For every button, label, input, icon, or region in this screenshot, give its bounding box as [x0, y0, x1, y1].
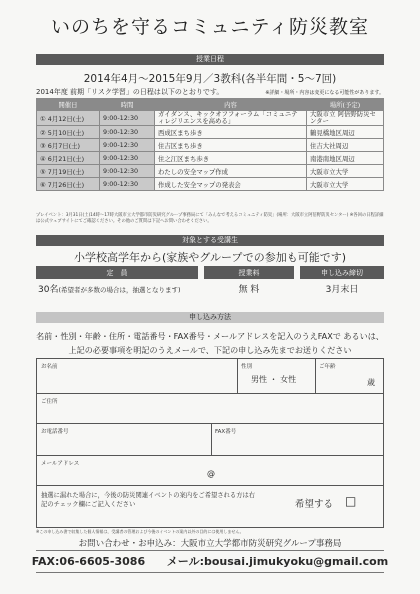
- table-cell: ④ 6月21日(土): [37, 152, 100, 165]
- table-cell: ⑥ 7月26日(土): [37, 178, 100, 191]
- conditions-value-row: [36, 279, 384, 298]
- table-cell: 南港南地区周辺: [307, 152, 384, 165]
- table-cell: 9:00-12:30: [100, 152, 155, 165]
- email-row[interactable]: [37, 455, 383, 485]
- period-text: 2014年4月～2015年9月／3教科(各半年間・5～7回): [83, 73, 337, 85]
- application-form: [36, 358, 384, 528]
- table-cell: ① 4月12日(土): [37, 111, 100, 126]
- section-header-apply: 申し込み方法: [36, 312, 384, 323]
- contact-email[interactable]: メール:bousai.jimukyoku@gmail.com: [166, 555, 389, 568]
- lottery-row: [37, 485, 383, 529]
- table-cell: ② 5月10日(土): [37, 126, 100, 139]
- table-cell: 西成区まち歩き: [155, 126, 307, 139]
- apply-instruction: 名前・性別・年齢・住所・電話番号・FAX番号・メールアドレスを記入のうえFAXで あるいは、上記の必要事項を明記のうえメールで、下記の申し込み先までお送りください: [36, 331, 384, 355]
- table-row: [37, 111, 384, 126]
- page-title: いのちを守るコミュニティ防災教室: [50, 16, 370, 38]
- capacity-cell: [36, 279, 198, 298]
- table-cell: 9:00-12:30: [100, 139, 155, 152]
- wish-checkbox[interactable]: □: [345, 494, 357, 508]
- divider: [36, 550, 384, 551]
- schedule-header-row: [37, 99, 384, 111]
- table-cell: 大阪市立 阿倍野防災センター: [307, 111, 384, 126]
- schedule-note: [36, 87, 384, 97]
- contact-details: [0, 553, 420, 569]
- age-label: ご年齢: [319, 364, 336, 370]
- schedule-header: 内容: [155, 99, 307, 111]
- contact-line: お問い合わせ・お申込み：大阪市立大学都市防災研究グループ事務局: [78, 539, 342, 549]
- table-cell: 鶴見橋地区周辺: [307, 126, 384, 139]
- table-row: [37, 178, 384, 191]
- deadline-value: 3月末日: [325, 285, 359, 295]
- table-cell: ガイダンス、キックオフフォーラム「コミュニティレジリエンスを高める」: [155, 111, 307, 126]
- section-header-schedule: 授業日程: [36, 54, 384, 65]
- gender-label[interactable]: 性別: [241, 364, 253, 370]
- contact-fax: FAX:06-6605-3086: [31, 555, 146, 568]
- table-cell: 大阪市立大学: [307, 165, 384, 178]
- table-row: [37, 126, 384, 139]
- address-row[interactable]: [37, 393, 383, 423]
- table-cell: 9:00-12:30: [100, 126, 155, 139]
- fee-value: 無 料: [238, 285, 260, 295]
- table-cell: 作成した安全マップの発表会: [155, 178, 307, 191]
- capacity-note: (希望者が多数の場合は，抽選となります): [58, 286, 181, 294]
- form-divider: [237, 359, 238, 393]
- form-divider: [315, 359, 316, 393]
- fineprint: プレイベント：3月31日(土)14時～17時大阪市立大学都市防災研究グループ事務局にて「みんなで考えるコミュニティ防災」(場所：大阪市立阿倍野防災センター) ※各回の日程詳細は公式ウェブサイトにてご確認ください。その他のご質問は下記へお問い合わせください。: [36, 213, 384, 224]
- form-divider: [211, 424, 212, 456]
- divider: [36, 572, 384, 573]
- schedule-note-text: 2014年度 前期「リスク学習」の日程は以下のとおりです。: [36, 88, 224, 96]
- address-label: ご住所: [41, 399, 58, 405]
- table-cell: 大阪市立大学: [307, 178, 384, 191]
- table-cell: 9:00-12:30: [100, 111, 155, 126]
- table-cell: ③ 6月7日(土): [37, 139, 100, 152]
- footnote: ※この申し込み書で収集した個人情報は，受講者の管理および今後のイベントの案内以外の目的には使用しません。: [36, 529, 244, 534]
- phone-row: [37, 423, 383, 455]
- table-row: [37, 165, 384, 178]
- table-cell: わたしの安全マップ作成: [155, 165, 307, 178]
- table-row: [37, 139, 384, 152]
- table-cell: 住吉大社周辺: [307, 139, 384, 152]
- schedule-note-right: ※詳細・場所・内容は変更になる可能性があります。: [265, 90, 384, 96]
- wish-label: 希望する: [295, 499, 334, 510]
- conditions-header-row: [36, 266, 384, 279]
- table-cell: 9:00-12:30: [100, 178, 155, 191]
- conditions-header: 授業料: [204, 266, 294, 279]
- capacity-value: 30名: [38, 285, 59, 295]
- table-cell: 住之江区まち歩き: [155, 152, 307, 165]
- at-sign: @: [207, 469, 215, 478]
- table-row: [37, 152, 384, 165]
- schedule-header: 場所(予定): [307, 99, 384, 111]
- age-unit: 歳: [367, 378, 375, 387]
- lottery-text: 抽選に漏れた場合に，今後の防災関連イベントの案内をご希望される方は右記のチェック欄にご記入ください: [41, 492, 256, 508]
- schedule-table: [36, 98, 384, 191]
- schedule-header: 開催日: [37, 99, 100, 111]
- schedule-header: 時間: [100, 99, 155, 111]
- gender-options[interactable]: 男性 ・ 女性: [251, 375, 297, 384]
- table-cell: ⑤ 7月19日(土): [37, 165, 100, 178]
- conditions-header: 申し込み締切: [300, 266, 384, 279]
- fax-label: FAX番号: [215, 429, 237, 435]
- table-cell: 住吉区まち歩き: [155, 139, 307, 152]
- table-cell: 9:00-12:30: [100, 165, 155, 178]
- conditions-header: 定 員: [36, 266, 198, 279]
- email-label: メールアドレス: [41, 461, 80, 467]
- section-header-target: 対象とする受講生: [36, 235, 384, 246]
- target-text: 小学校高学年から(家族やグループでの参加も可能です): [73, 251, 347, 264]
- name-label: お名前: [41, 364, 58, 370]
- phone-label: お電話番号: [41, 429, 69, 435]
- conditions-table: [36, 266, 384, 298]
